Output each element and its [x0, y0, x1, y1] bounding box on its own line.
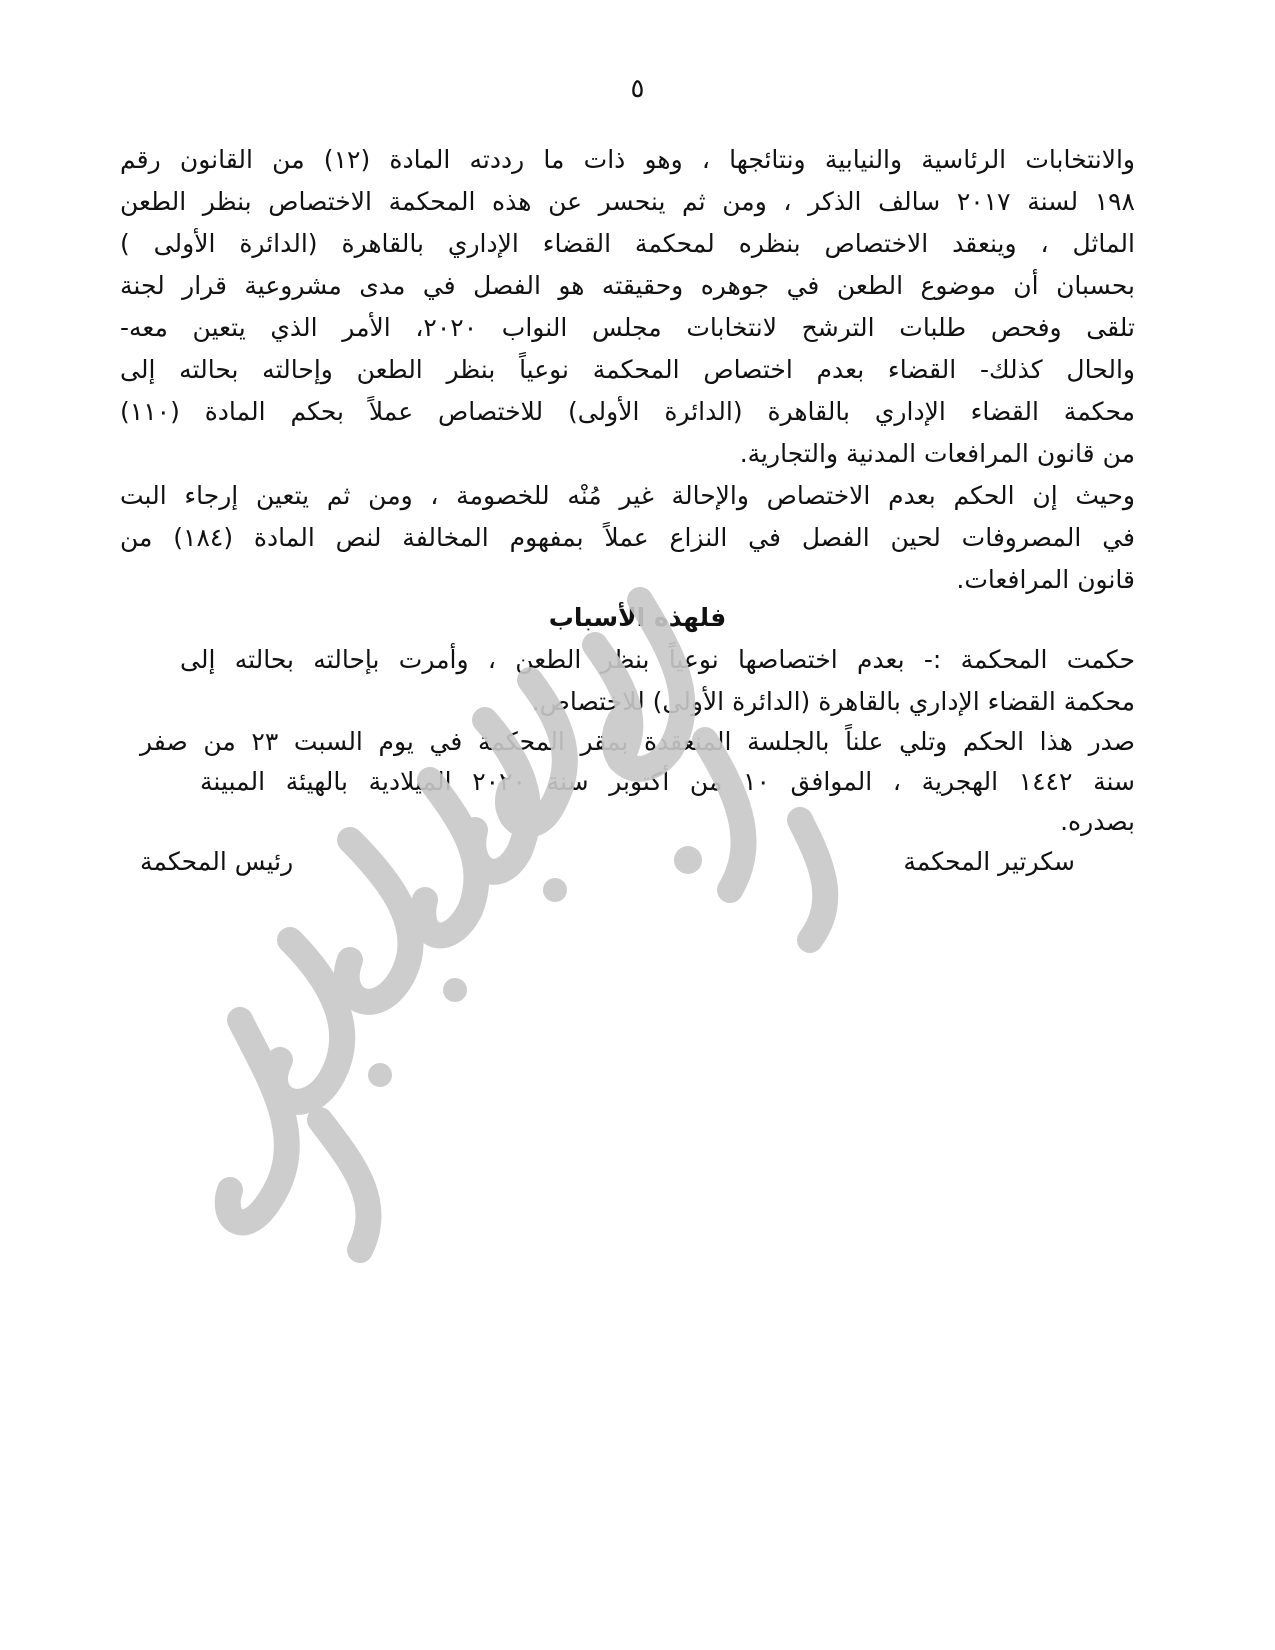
ruling-line: حكمت المحكمة :- بعدم اختصاصها نوعياً بنظر الطعن ، وأمرت بإحالته بحالته إلى — [180, 645, 1135, 674]
president-signature-label: رئيس المحكمة — [140, 847, 294, 876]
body-line: بحسبان أن موضوع الطعن في جوهره وحقيقته هو الفصل في مدى مشروعية قرار لجنة — [120, 271, 1135, 300]
secretary-signature-label: سكرتير المحكمة — [903, 847, 1075, 876]
body-line: والانتخابات الرئاسية والنيابية ونتائجها ، وهو ذات ما رددته المادة (١٢) من القانون رقم — [120, 145, 1135, 174]
body-line: ١٩٨ لسنة ٢٠١٧ سالف الذكر ، ومن ثم ينحسر عن هذه المحكمة الاختصاص بنظر الطعن — [120, 187, 1135, 216]
ruling-line: محكمة القضاء الإداري بالقاهرة (الدائرة الأولى) للاختصاص. — [531, 687, 1135, 716]
body-line: في المصروفات لحين الفصل في النزاع عملاً بمفهوم المخالفة لنص المادة (١٨٤) من — [120, 523, 1135, 552]
reasons-heading: فلهذه الأسباب — [548, 603, 727, 632]
issued-line: سنة ١٤٤٢ الهجرية ، الموافق ١٠ من أكتوبر سنة ٢٠٢٠ الميلادية بالهيئة المبينة — [200, 767, 1135, 796]
body-line: من قانون المرافعات المدنية والتجارية. — [739, 439, 1135, 468]
issued-line: صدر هذا الحكم وتلي علناً بالجلسة المنعقدة بمقر المحكمة في يوم السبت ٢٣ من صفر — [140, 727, 1136, 756]
body-line: والحال كذلك- القضاء بعدم اختصاص المحكمة نوعياً بنظر الطعن وإحالته بحالته إلى — [120, 355, 1135, 384]
body-line: تلقى وفحص طلبات الترشح لانتخابات مجلس النواب ٢٠٢٠، الأمر الذي يتعين معه- — [120, 313, 1136, 342]
issued-line: بصدره. — [1060, 807, 1135, 836]
body-line: محكمة القضاء الإداري بالقاهرة (الدائرة الأولى) للاختصاص عملاً بحكم المادة (١١٠) — [120, 397, 1135, 426]
page-number: ٥ — [630, 74, 645, 104]
body-line: قانون المرافعات. — [956, 565, 1135, 594]
body-line: وحيث إن الحكم بعدم الاختصاص والإحالة غير مُنْه للخصومة ، ومن ثم يتعين إرجاء البت — [120, 481, 1135, 510]
body-line: الماثل ، وينعقد الاختصاص بنظره لمحكمة القضاء الإداري بالقاهرة (الدائرة الأولى ) — [120, 229, 1135, 258]
